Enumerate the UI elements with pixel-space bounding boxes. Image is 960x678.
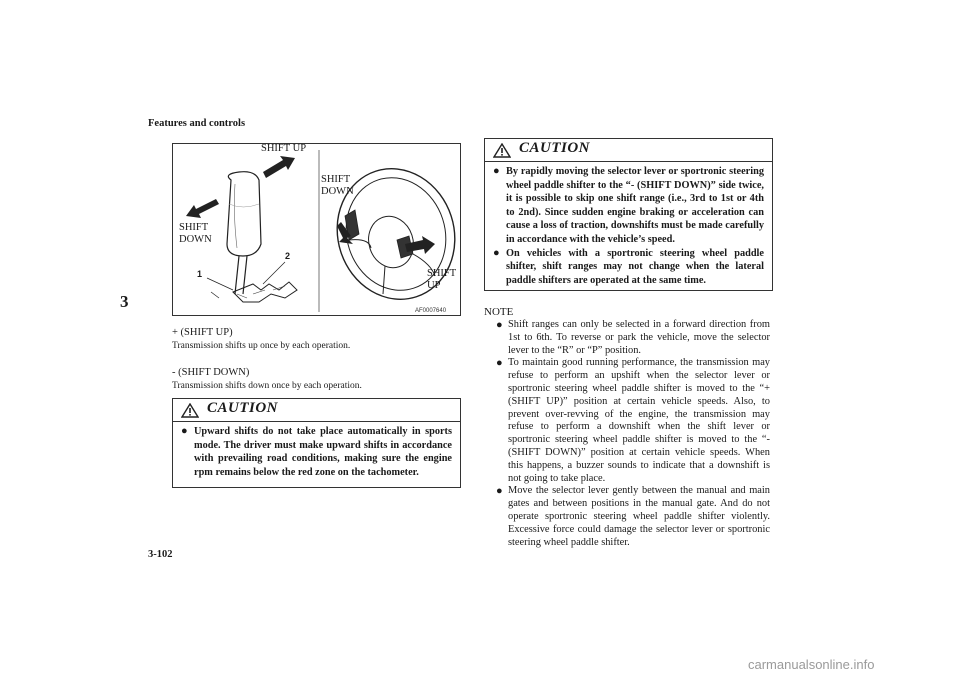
definition-desc-shift-up: Transmission shifts up once by each operation. (172, 341, 351, 351)
note-item: ● To maintain good running performance, the transmission may refuse to perform an upshift when the selector lever or sportronic steering wheel paddle shifter is moved to the “+ (SHIFT UP)” position at certain vehicle speeds. Also, to prevent over-revving of the engine, the transmission may refuse to perform a downshift when the shift lever or sportronic steering wheel paddle shifter is moved to the “- (SHIFT DOWN)” position at certain vehicle speeds. When this happens, a buzzer sounds to indicate that a downshift is not going to take place. (496, 357, 770, 484)
warning-triangle-icon (493, 143, 511, 158)
caution-item: ● Upward shifts do not take place automatically in sports mode. The driver must make upward shifts in accordance with prevailing road conditions, making sure the engine rpm remains below the red zone on the tachometer. (181, 425, 452, 478)
note-item: ● Move the selector lever gently between the manual and main gates and between positions in the manual gate. And do not operate sportronic steering wheel paddle shifter violently. Excessive force could damage the selector lever or sportronic steering wheel paddle shifter. (496, 485, 770, 548)
bullet-icon: ● (496, 319, 503, 331)
figure-code: AF0007640 (415, 308, 447, 314)
definition-desc-shift-down: Transmission shifts down once by each operation. (172, 381, 362, 391)
watermark-link[interactable]: carmanualsonline.info (748, 657, 875, 672)
caution-header (173, 399, 460, 422)
shift-down-label-left: SHIFT DOWN (179, 222, 212, 245)
shift-illustration-drawing (173, 144, 462, 317)
shift-up-label-right: SHIFT UP (427, 268, 457, 291)
page-number: 3-102 (148, 549, 173, 560)
definition-term-shift-up: + (SHIFT UP) (172, 327, 233, 338)
caution-title: CAUTION (207, 400, 279, 416)
note-title: NOTE (484, 306, 514, 318)
definition-term-shift-down: - (SHIFT DOWN) (172, 367, 250, 378)
caution-box-right (484, 138, 773, 291)
callout-1: 1 (197, 269, 203, 279)
callout-2: 2 (285, 251, 291, 261)
shift-illustration (172, 143, 461, 316)
chapter-number: 3 (120, 292, 129, 311)
note-list (496, 319, 770, 549)
caution-item: ● By rapidly moving the selector lever or sportronic steering wheel paddle shifter to the “- (SHIFT DOWN)” side twice, it is possible to skip one shift range (i.e., 3rd to 1st or 4th to 2nd). Since sudden engine braking or acceleration can cause a loss of traction, downshifts must be made carefully in accordance with the vehicle’s speed. (493, 165, 764, 245)
shift-up-label-top: SHIFT UP (261, 143, 307, 154)
note-item: ● Shift ranges can only be selected in a forward direction from 1st to 6th. To reverse or park the vehicle, move the selector lever to the “R” or “P” position. (496, 319, 770, 356)
caution-item: ● On vehicles with a sportronic steering wheel paddle shifter, shift ranges may not change when the lateral paddle shifters are operated at the same time. (493, 246, 764, 286)
bullet-icon: ● (496, 357, 503, 370)
bullet-icon: ● (493, 246, 500, 259)
caution-body (173, 422, 460, 483)
shift-down-label-right: SHIFT DOWN (321, 174, 354, 197)
section-header: Features and controls (148, 118, 246, 129)
warning-triangle-icon (181, 403, 199, 418)
bullet-icon: ● (181, 425, 188, 437)
bullet-icon: ● (496, 485, 503, 498)
caution-box-left (172, 398, 461, 488)
caution-title: CAUTION (519, 140, 591, 156)
caution-header (485, 139, 772, 162)
bullet-icon: ● (493, 165, 500, 177)
caution-body (485, 162, 772, 291)
